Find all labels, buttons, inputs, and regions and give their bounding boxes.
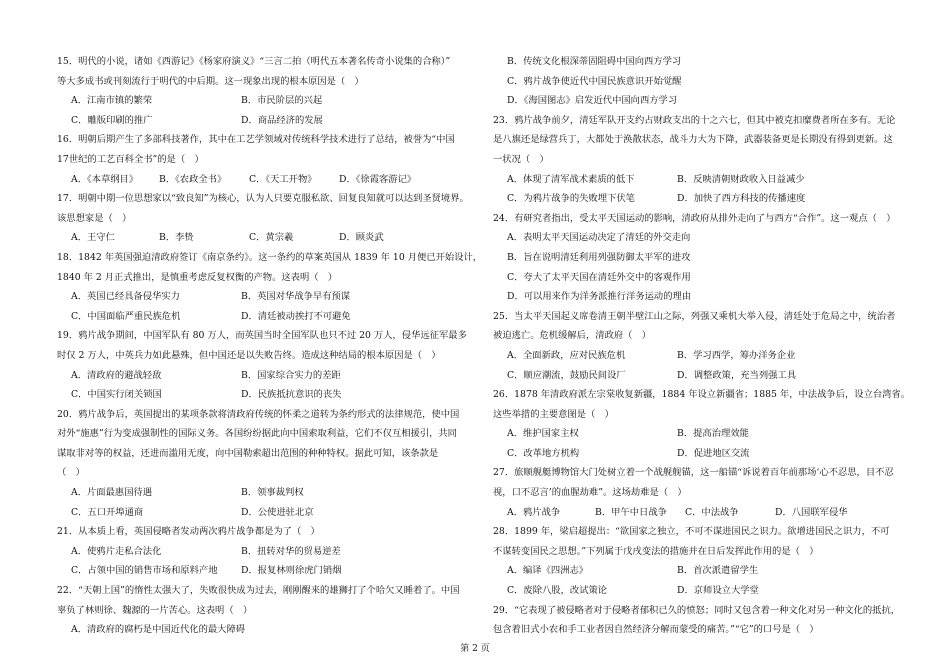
q20-option-b: B．领事裁判权	[241, 487, 304, 499]
q19-options-row-2	[57, 385, 462, 405]
q23-stem-3: 一状况（ ）	[493, 153, 549, 165]
q17-option-d: D．顾炎武	[339, 232, 384, 244]
q20-option-c: C．五口开埠通商	[71, 506, 144, 518]
q19-option-b: B．国家综合实力的差距	[241, 369, 341, 381]
q27-stem-2: 视，口不忍言’的血腥劫难”。这场劫难是（ ）	[493, 487, 687, 499]
q27-stem-1: 27．旅顺舰艇博物馆大门处树立着一个战舰舰锚，这一船锚“诉说着百年前那场‘心不忍思，目不忍	[493, 467, 894, 479]
q24-option-c: C．夸大了太平天国在清廷外交中的客观作用	[507, 271, 691, 283]
q23-options-row-1	[493, 170, 898, 190]
q19-option-c: C．中国实行闭关锁国	[71, 389, 162, 401]
q16-stem-1: 16．明朝后期产生了多部科技著作，其中在工艺学领域对传统科学技术进行了总结，被誉为“中国	[57, 134, 455, 146]
q23-stem-2: 是八旗还是绿营兵丁，大都处于涣散状态，战斗力大为下降，武器装备更是长期没有得到更新。这	[493, 134, 893, 146]
q18-option-d: D．清廷被动挨打不可避免	[241, 310, 351, 322]
q24-option-a: A．表明太平天国运动决定了清廷的外交走向	[507, 232, 691, 244]
q28-option-c: C．废除八股，改试策论	[507, 585, 608, 597]
q27-option-c: C．中法战争	[685, 506, 739, 518]
q23-stem-1: 23．鸦片战争前夕，清廷军队开支约占财政支出的十之六七，但其中被克扣糜费者所在多有。无论	[493, 114, 896, 126]
q19-option-a: A．清政府的避战轻敌	[71, 369, 162, 381]
q19-option-d: D．民族抵抗意识的丧失	[241, 389, 342, 401]
q25-stem-2: 被迫逃亡。危机缓解后，清政府（ ）	[493, 330, 652, 342]
q23-option-b: B．反映清朝财政收入日益减少	[677, 173, 805, 185]
q26-stem-1: 26．1878 年清政府派左宗棠收复新疆，1884 年设立新疆省；1885 年，中法战争后，设立台湾省。	[493, 389, 911, 401]
q20-stem-1: 20．鸦片战争后，英国提出的某项条款将清政府传统的怀柔之道转为条约形式的法律规范，使中国	[57, 408, 460, 420]
q16-stem-2: 17世纪的工艺百科全书”的是（ ）	[57, 153, 204, 165]
q16-options-row	[57, 170, 462, 190]
q24-option-d: D．可以用来作为洋务派推行洋务运动的理由	[507, 291, 692, 303]
q27-option-a: A．鸦片战争	[507, 506, 561, 518]
q26-stem-2: 这些举措的主要意图是（ ）	[493, 408, 614, 420]
q15-option-d: D．商品经济的发展	[241, 114, 323, 126]
q25-stem-1: 25．当太平天国起义席卷清王朝半壁江山之际，列强又乘机大举入侵，清廷处于危局之中，统治者	[493, 310, 896, 322]
q20-options-row-1	[57, 483, 462, 503]
q29-stem-1: 29．“它表现了被侵略者对于侵略者郁积已久的愤怒；同时又包含着一种文化对另一种文化的抵抗，	[493, 604, 901, 616]
q25-option-c: C．顺应潮流，鼓励民间设厂	[507, 369, 626, 381]
q15-option-b: B．市民阶层的兴起	[241, 95, 323, 107]
q28-options-row-2	[493, 581, 898, 601]
q21-option-c: C．占领中国的销售市场和原料产地	[71, 565, 218, 577]
q22-option-a: A．清政府的腐朽是中国近代化的最大障碍	[71, 624, 246, 636]
q20-stem-2: 对外“施惠”行为变成强制性的国际义务。各国纷纷据此向中国索取利益，它们不仅互相援引，共同	[57, 428, 457, 440]
q15-stem-2: 等大多成书或刊刻流行于明代的中后期。这一现象出现的根本原因是（ ）	[57, 75, 364, 87]
q18-stem-2: 1840 年 2 月正式推出，是慎重考虑反复权衡的产物。这表明（ ）	[57, 271, 338, 283]
q21-stem-1: 21．从本质上看，英国侵略者发动两次鸦片战争都是为了（ ）	[57, 526, 320, 538]
q21-option-b: B．扭转对华的贸易逆差	[241, 545, 341, 557]
page-number: 第 2 页	[460, 644, 490, 654]
q21-options-row-1	[57, 542, 462, 562]
q15-option-a: A．江南市镇的繁荣	[71, 95, 153, 107]
q22-option-d: D．《海国图志》启发近代中国向西方学习	[507, 95, 678, 107]
q26-option-d: D．促进地区交流	[677, 447, 750, 459]
q21-options-row-2	[57, 561, 462, 581]
q20-option-a: A．片面最惠国待遇	[71, 487, 153, 499]
q17-option-b: B．李贽	[159, 232, 194, 244]
q16-option-a: A．《本草纲目》	[71, 173, 139, 185]
q17-stem-2: 该思想家是（ ）	[57, 212, 132, 224]
q29-stem-2: 包含着旧式小农和手工业者因自然经济分解而蒙受的痛苦。”“它”的口号是（ ）	[493, 624, 819, 636]
q16-option-b: B．《农政全书》	[159, 173, 227, 185]
q27-option-b: B．甲午中日战争	[595, 506, 667, 518]
q15-option-c: C．雕版印刷的推广	[71, 114, 153, 126]
q26-option-a: A．维护国家主权	[507, 428, 579, 440]
q15-stem-1: 15．明代的小说，诸如《西游记》《杨家府演义》“三言二拍（明代五本著名传奇小说集的合称）”	[57, 56, 451, 67]
q15-options-row-2	[57, 111, 462, 131]
q18-options-row-2	[57, 307, 462, 327]
q25-options-row-2	[493, 366, 898, 386]
q28-stem-1: 28．1899 年，梁启超提出：“欲国家之独立，不可不谋进国民之识力。欲增进国民之识力，不可	[493, 526, 890, 538]
q18-stem-1: 18．1842 年英国强迫清政府签订《南京条约》。这一条约的草案英国从 1839 年 10 月便已开始设计，	[57, 251, 483, 263]
q18-option-c: C．中国面临严重民族危机	[71, 310, 181, 322]
q19-options-row-1	[57, 366, 462, 386]
q25-option-b: B．学习西学，筹办洋务企业	[677, 349, 796, 361]
q16-option-d: D．《徐霞客游记》	[339, 173, 417, 185]
q24-stem-1: 24．有研究者指出，受太平天国运动的影响，清政府从排外走向了与西方“合作”。这一观点（ ）	[493, 212, 896, 224]
q28-stem-2: 不谋转变国民之思想。”下列属于戊戌变法的措施并在日后发挥此作用的是（ ）	[493, 545, 819, 557]
q17-stem-1: 17．明朝中期一位思想家以“致良知”为核心，认为人只要克服私欲、回复良知就可以达到圣贤境界。	[57, 193, 469, 205]
q23-option-d: D．加快了西方科技的传播速度	[677, 193, 806, 205]
q23-option-a: A．体现了清军战术素质的低下	[507, 173, 635, 185]
q22-option-b: B．传统文化根深蒂固阻碍中国向西方学习	[507, 56, 682, 67]
q24-option-b: B．旨在说明清廷利用列强防御太平军的进攻	[507, 251, 691, 263]
q25-option-d: D．调整政策，充当列强工具	[677, 369, 797, 381]
q28-option-a: A．编译《四洲志》	[507, 565, 589, 577]
q19-stem-1: 19．鸦片战争期间，中国军队有 80 万人，而英国当时全国军队也只不过 20 万人，侵华远征军最多	[57, 330, 467, 342]
q26-options-row-2	[493, 444, 898, 464]
q20-options-row-2	[57, 503, 462, 523]
q20-option-d: D．公使进驻北京	[241, 506, 314, 518]
q20-stem-3: 谋取非对等的权益，还进而滥用无度，向中国勒索超出范围的种种特权。据此可知，该条款是	[57, 447, 439, 459]
q15-options-row-1	[57, 91, 462, 111]
left-column	[57, 52, 483, 640]
q18-option-b: B．英国对华战争早有预谋	[241, 291, 351, 303]
q25-option-a: A．全面新政，应对民族危机	[507, 349, 626, 361]
q27-options-row	[493, 503, 898, 523]
q21-option-a: A．使鸦片走私合法化	[71, 545, 162, 557]
q26-options-row-1	[493, 424, 898, 444]
q25-options-row-1	[493, 346, 898, 366]
q18-option-a: A．英国已经具备侵华实力	[71, 291, 180, 303]
q26-option-b: B．提高治理效能	[677, 428, 749, 440]
q28-option-b: B．首次派遣留学生	[677, 565, 759, 577]
q22-stem-1: 22．“天朝上国”的惰性太强大了，失败很快成为过去，刚刚醒来的雄狮打了个哈欠又睡着了。中国	[57, 585, 460, 597]
q23-options-row-2	[493, 189, 898, 209]
q17-option-a: A．王守仁	[71, 232, 115, 244]
q22-stem-2: 辜负了林则徐、魏源的一片苦心。这表明（ ）	[57, 604, 253, 616]
q18-options-row-1	[57, 287, 462, 307]
q28-option-d: D．京师设立大学堂	[677, 585, 759, 597]
q22-option-c: C．鸦片战争使近代中国民族意识开始觉醒	[507, 75, 682, 87]
q16-option-c: C．《天工开物》	[249, 173, 317, 185]
right-column	[493, 52, 911, 640]
q26-option-c: C．改革地方机构	[507, 447, 580, 459]
q19-stem-2: 时仅 2 万人，中英兵力如此悬殊，但中国还是以失败告终。造成这种结局的根本原因是（ ）	[57, 349, 441, 361]
q20-stem-4: （ ）	[57, 467, 85, 479]
q27-option-d: D．八国联军侵华	[775, 506, 848, 518]
q28-options-row-1	[493, 561, 898, 581]
q23-option-c: C．为鸦片战争的失败埋下伏笔	[507, 193, 635, 205]
q17-options-row	[57, 228, 462, 248]
q17-option-c: C．黄宗羲	[249, 232, 294, 244]
q21-option-d: D．报复林则徐虎门销烟	[241, 565, 342, 577]
